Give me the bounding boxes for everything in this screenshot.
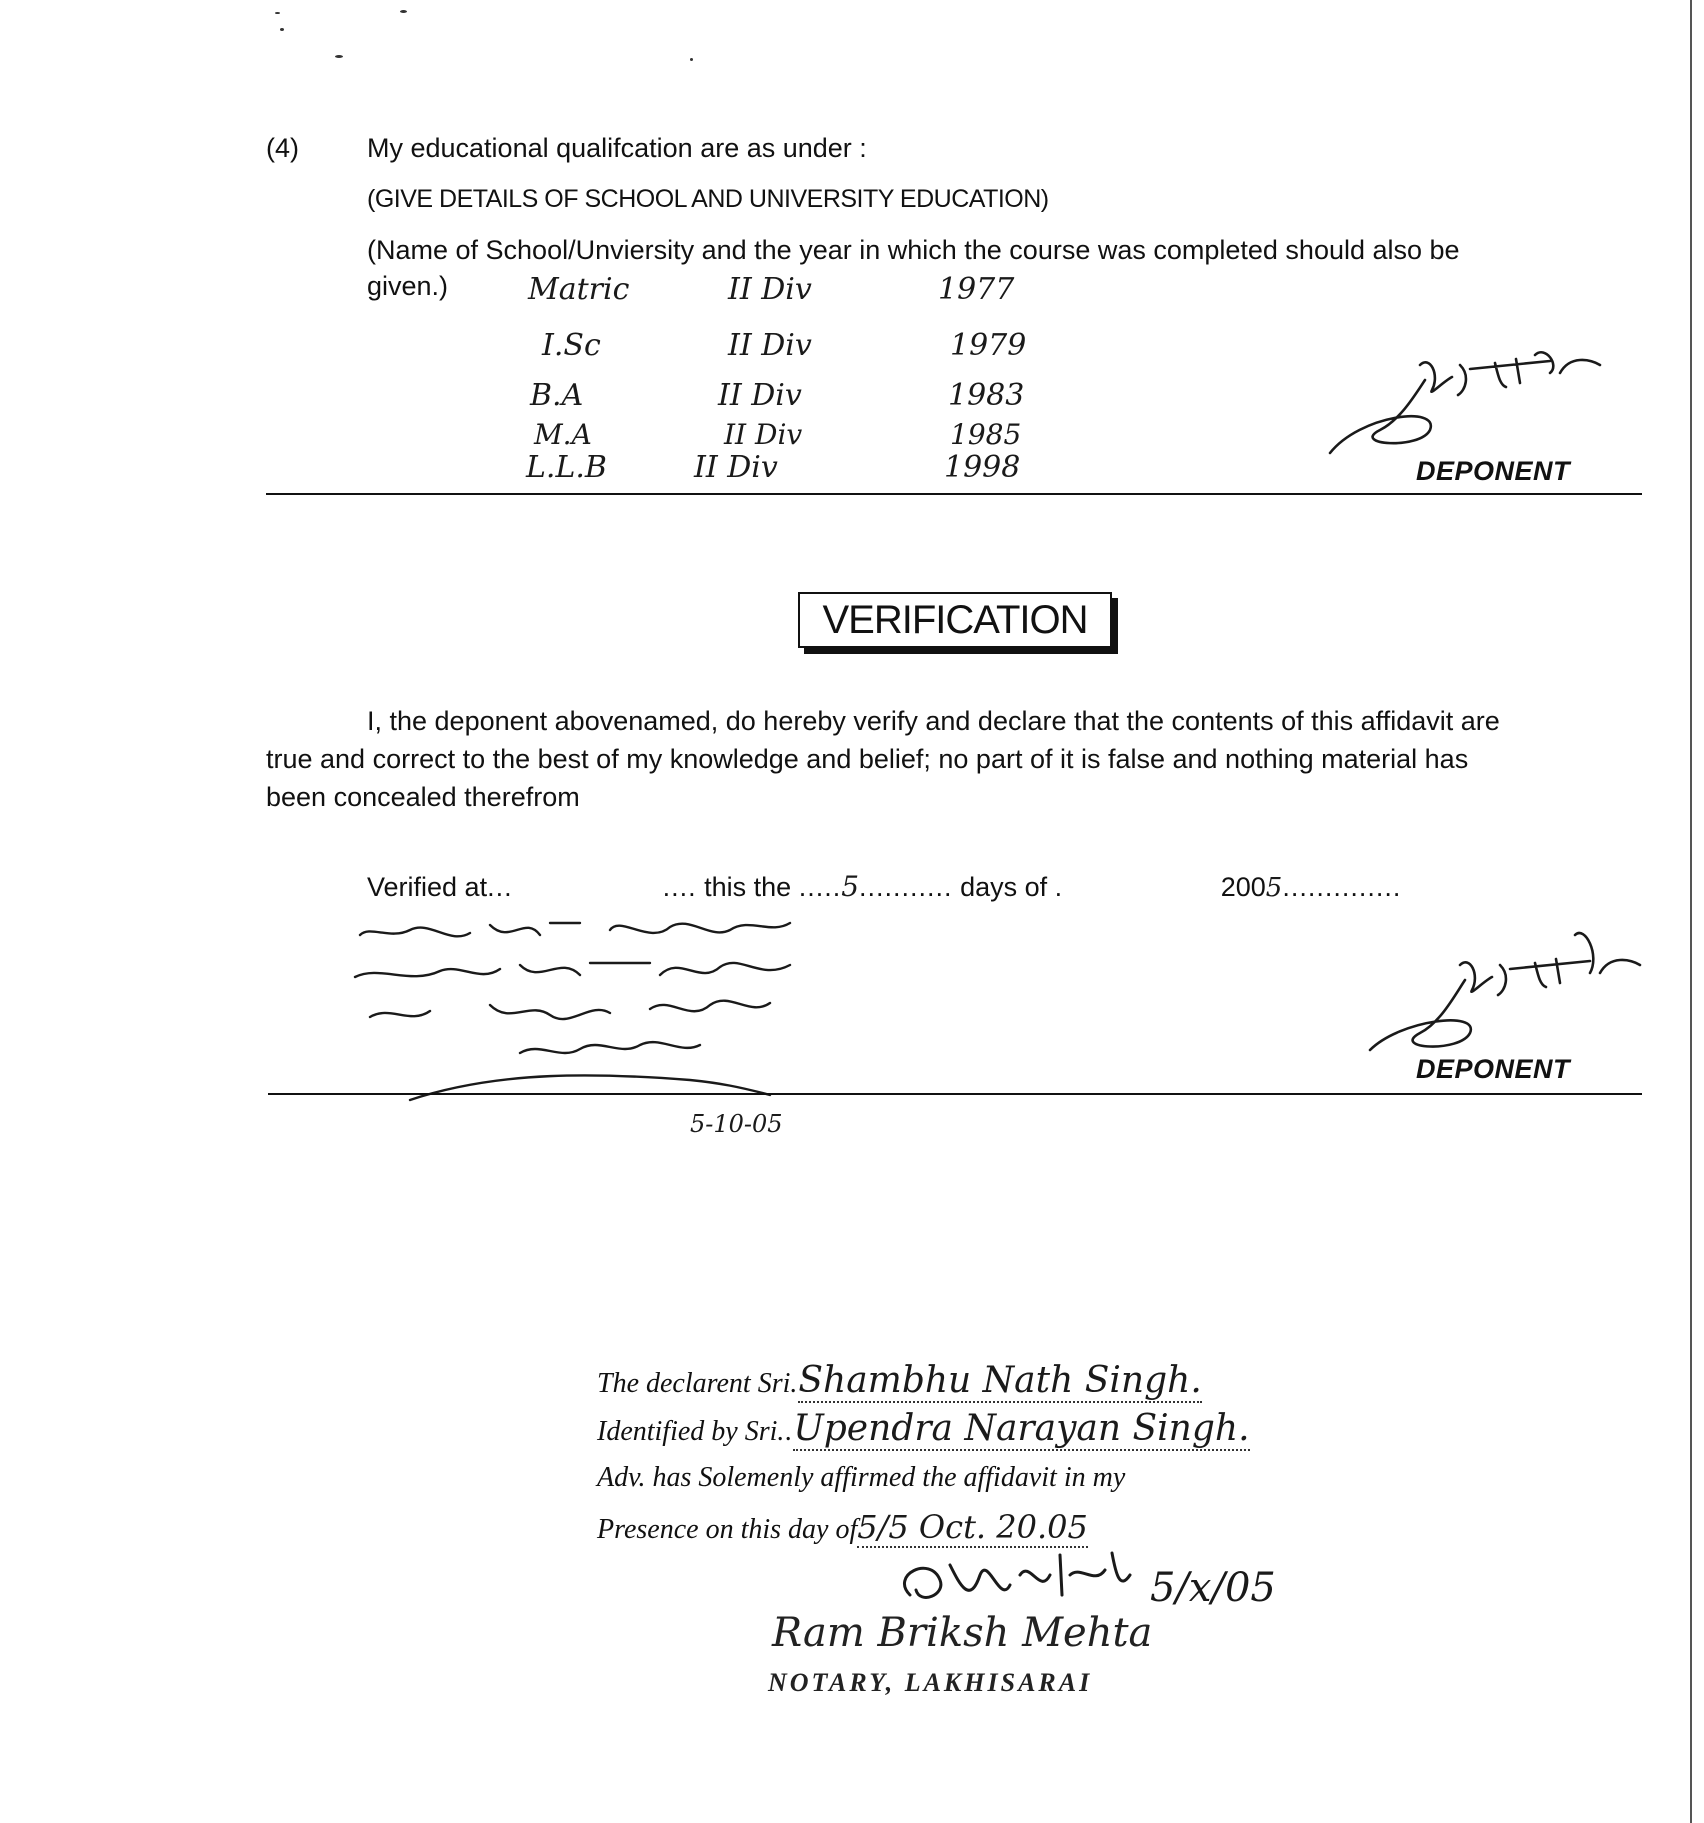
item-number: (4) xyxy=(266,133,299,163)
verification-para-line1: I, the deponent abovenamed, do hereby verify and declare that the contents of this affidavit are xyxy=(367,706,1500,736)
qualification-course: L.L.B xyxy=(526,450,607,485)
verified-month xyxy=(1063,874,1213,902)
presence-line xyxy=(597,1508,1088,1546)
qualification-row xyxy=(542,328,1026,363)
qualification-row xyxy=(534,418,1021,451)
qualification-year: 1979 xyxy=(950,328,1027,363)
verification-para-line2: true and correct to the best of my knowledge and belief; no part of it is false and nothing material has xyxy=(266,744,1469,774)
scan-speck xyxy=(400,10,407,13)
qualification-course: B.A xyxy=(530,378,584,413)
verified-at-label: Verified at xyxy=(367,872,488,902)
days-of-label: days of xyxy=(960,872,1048,902)
qualification-division: II Div xyxy=(728,272,812,307)
qualification-course: Matric xyxy=(528,272,630,307)
qualification-year: 1977 xyxy=(938,272,1015,307)
initial-date: 5-10-05 xyxy=(690,1110,783,1138)
deponent-label: DEPONENT xyxy=(1416,1054,1571,1084)
qualification-division: II Div xyxy=(728,328,812,363)
verified-day: 5 xyxy=(841,870,860,903)
scan-speck xyxy=(335,55,343,58)
verification-para-line3: been concealed therefrom xyxy=(266,782,580,812)
affirm-line: Adv. has Solemenly affirmed the affidavit in my xyxy=(597,1462,1126,1493)
section-rule xyxy=(268,1093,1642,1095)
qualification-course: I.Sc xyxy=(542,328,601,363)
verified-at-line: Verified at... .... this the .....5........... days of . 2005.............. xyxy=(367,870,1402,903)
year-suffix: 5 xyxy=(1265,873,1283,903)
scan-speck xyxy=(275,12,280,14)
identified-value: Upendra Narayan Singh. xyxy=(793,1408,1250,1449)
qualification-year: 1985 xyxy=(950,418,1022,451)
notary-title: NOTARY, LAKHISARAI xyxy=(768,1668,1093,1697)
item-instruction: (GIVE DETAILS OF SCHOOL AND UNIVERSITY EDUCATION) xyxy=(367,185,1049,213)
declarent-line: The declarent Sri.Shambhu Nath Singh. xyxy=(597,1360,1202,1401)
deponent-label: DEPONENT xyxy=(1416,456,1571,486)
this-the-label: this the xyxy=(704,872,792,902)
qualification-row xyxy=(528,272,1014,307)
qualification-year: 1983 xyxy=(948,378,1025,413)
qualification-course: M.A xyxy=(534,418,592,451)
item-heading: My educational qualifcation are as under : xyxy=(367,133,867,163)
year-prefix: 200 xyxy=(1220,872,1266,902)
qualification-division: II Div xyxy=(718,378,802,413)
presence-label: Presence on this day of xyxy=(597,1514,858,1545)
declarent-value: Shambhu Nath Singh. xyxy=(798,1360,1202,1401)
qualification-row xyxy=(530,378,1024,413)
qualification-year: 1998 xyxy=(944,450,1021,485)
qualification-row xyxy=(526,450,1020,485)
scan-speck xyxy=(690,58,693,61)
deponent-signature xyxy=(1360,925,1650,1055)
item-note-line1: (Name of School/Unviersity and the year in which the course was completed should also be xyxy=(367,235,1460,265)
notary-name: Ram Briksh Mehta xyxy=(772,1610,1153,1656)
section-rule xyxy=(266,493,1642,495)
page-edge xyxy=(1690,0,1692,1823)
deponent-signature xyxy=(1320,335,1620,455)
item-note-line2: given.) xyxy=(367,271,449,301)
presence-value: 5/5 Oct. 20.05 xyxy=(857,1508,1088,1546)
signature-date: 5/x/05 xyxy=(1150,1565,1276,1611)
declarent-label: The declarent Sri xyxy=(597,1368,791,1399)
identified-line: Identified by Sri..Upendra Narayan Singh. xyxy=(597,1408,1250,1449)
verified-at-place xyxy=(513,873,663,903)
verification-title: VERIFICATION xyxy=(822,597,1088,642)
verification-title-box xyxy=(798,592,1112,648)
scan-speck xyxy=(280,28,284,31)
qualification-division: II Div xyxy=(724,418,803,451)
handwritten-endorsement xyxy=(350,905,910,1105)
identified-label: Identified by Sri xyxy=(597,1416,778,1447)
qualification-division: II Div xyxy=(694,450,778,485)
